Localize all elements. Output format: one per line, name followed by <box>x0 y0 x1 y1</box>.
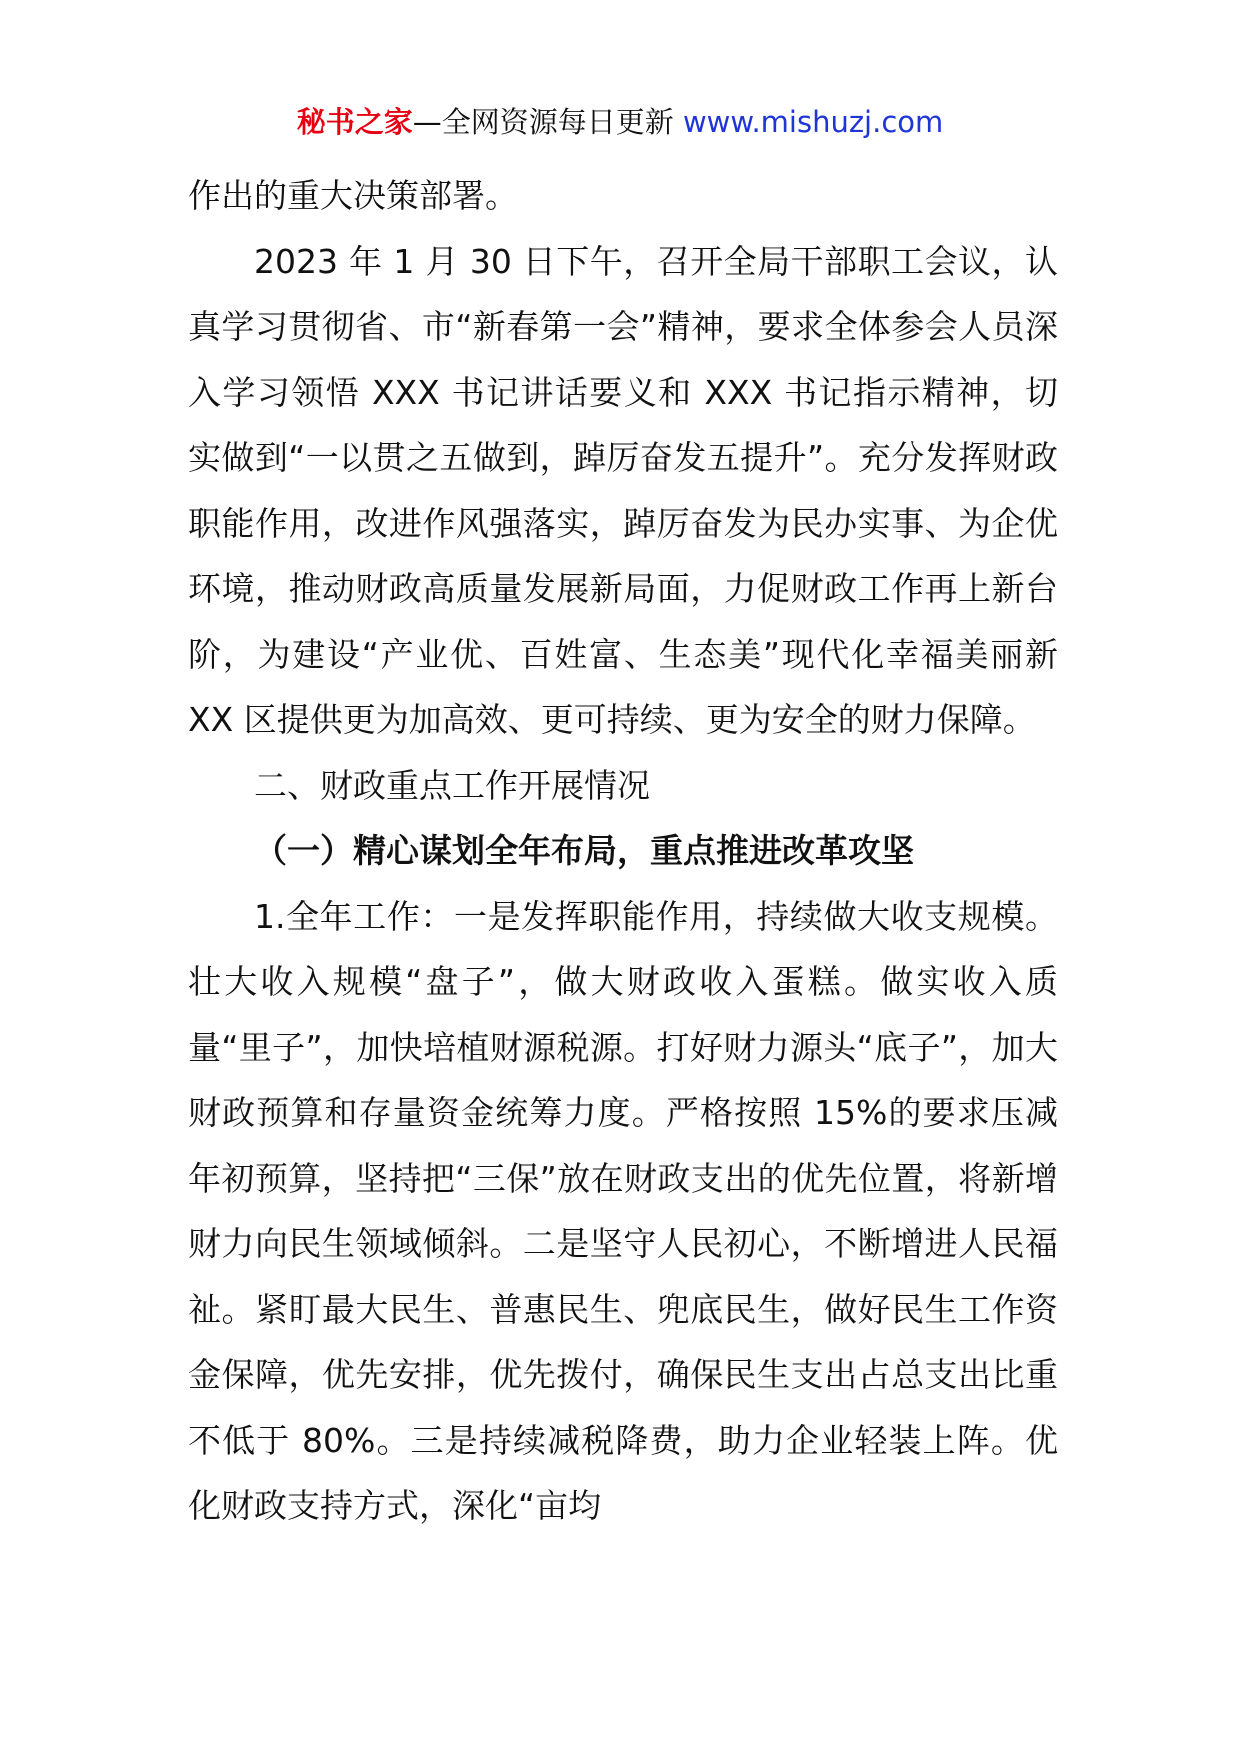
subsection-heading: （一）精心谋划全年布局，重点推进改革攻坚 <box>254 831 914 870</box>
section-title: 二、财政重点工作开展情况 <box>254 765 650 805</box>
brand-name: 秘书之家 <box>296 105 413 139</box>
paragraph-annual-work: 1.全年工作：一是发挥职能作用，持续做大收支规模。壮大收入规模“盘子”，做大财政收入蛋糕。做实收入质量“里子”，加快培植财源税源。打好财力源头“底子”，加大财政预算和存量资金统筹力度。严格按照 15%的要求压减年初预算，坚持把“三保”放在财政支出的优先位置，将新增财力向民生领域倾斜。二是坚守人民初心，不断增进人民福祉。紧盯最大民生、普惠民生、兜底民生，做好民生工作资金保障，优先安排，优先拨付，确保民生支出占总支出比重不低于 80%。三是持续减税降费，助力企业轻装上阵。优化财政支持方式，深化“亩均 <box>188 896 1058 1525</box>
watermark-header <box>0 100 1240 144</box>
header-url: www.mishuzj.com <box>682 105 944 139</box>
document-body <box>188 163 1058 1539</box>
paragraph-meeting: 2023 年 1 月 30 日下午，召开全局干部职工会议，认真学习贯彻省、市“新春第一会”精神，要求全体参会人员深入学习领悟 XXX 书记讲话要义和 XXX 书记指示精神，切实做到“一以贯之五做到，踔厉奋发五提升”。充分发挥财政职能作用，改进作风强落实，踔厉奋发为民办实事、为企优环境，推动财政高质量发展新局面，力促财政工作再上新台阶，为建设“产业优、百姓富、生态美”现代化幸福美丽新 XX 区提供更为加高效、更可持续、更为安全的财力保障。 <box>188 241 1058 739</box>
header-tagline: —全网资源每日更新 <box>412 105 683 139</box>
paragraph-continuation: 作出的重大决策部署。 <box>188 176 518 215</box>
